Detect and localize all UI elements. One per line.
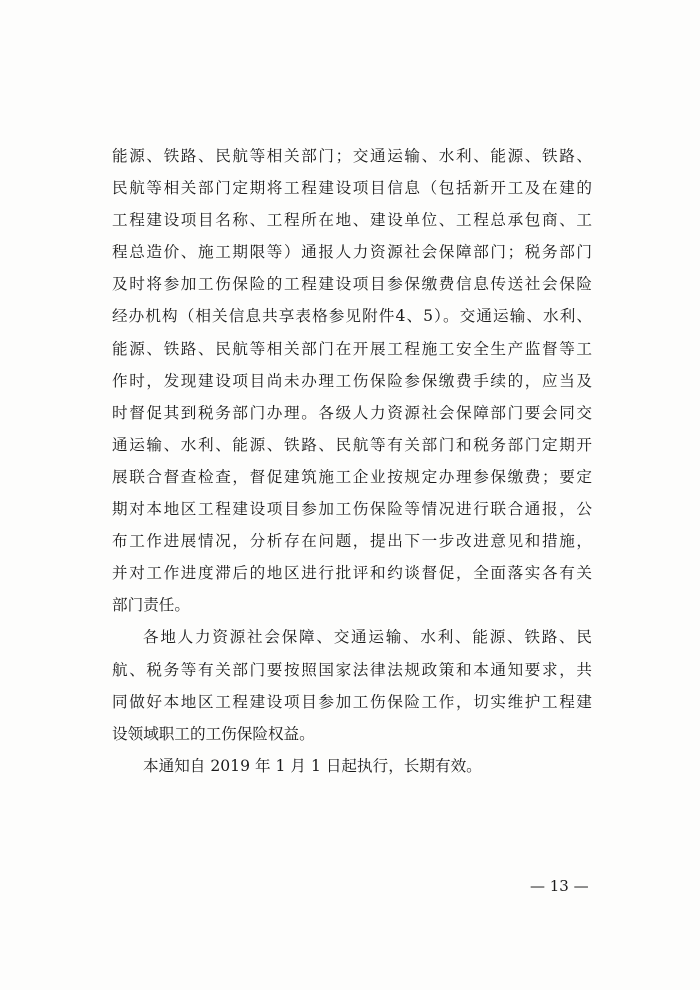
text-line: 时督促其到税务部门办理。各级人力资源社会保障部门要会同交 [112, 403, 592, 422]
text-line: 期对本地区工程建设项目参加工伤保险等情况进行联合通报，公 [112, 500, 592, 519]
text-line: 经办机构（相关信息共享表格参见附件4、5）。交通运输、水利、 [112, 307, 592, 326]
text-line: 民航等相关部门定期将工程建设项目信息（包括新开工及在建的 [112, 179, 592, 198]
text-line: 展联合督查检查，督促建筑施工企业按规定办理参保缴费；要定 [112, 467, 592, 486]
text-line: 程总造价、施工期限等）通报人力资源社会保障部门；税务部门 [112, 243, 592, 262]
text-line: 各地人力资源社会保障、交通运输、水利、能源、铁路、民 [143, 628, 592, 647]
text-line: 作时，发现建设项目尚未办理工伤保险参保缴费手续的，应当及 [112, 371, 592, 390]
text-line: 能源、铁路、民航等相关部门在开展工程施工安全生产监督等工 [112, 339, 592, 358]
document-body [112, 140, 592, 782]
text-line: 布工作进展情况，分析存在问题，提出下一步改进意见和措施， [112, 532, 592, 551]
text-line: 设领域职工的工伤保险权益。 [112, 724, 315, 743]
text-line: 部门责任。 [112, 596, 190, 615]
text-line: 并对工作进度滞后的地区进行批评和约谈督促，全面落实各有关 [112, 564, 592, 583]
text-line: 及时将参加工伤保险的工程建设项目参保缴费信息传送社会保险 [112, 275, 592, 294]
text-line: 本通知自 2019 年 1 月 1 日起执行，长期有效。 [143, 756, 482, 775]
page-number: — 13 — [530, 877, 589, 895]
text-line: 通运输、水利、能源、铁路、民航等有关部门和税务部门定期开 [112, 435, 592, 454]
text-line: 同做好本地区工程建设项目参加工伤保险工作，切实维护工程建 [112, 692, 592, 711]
text-line: 航、税务等有关部门要按照国家法律法规政策和本通知要求，共 [112, 660, 592, 679]
text-line: 工程建设项目名称、工程所在地、建设单位、工程总承包商、工 [112, 211, 592, 230]
text-line: 能源、铁路、民航等相关部门；交通运输、水利、能源、铁路、 [112, 147, 592, 165]
